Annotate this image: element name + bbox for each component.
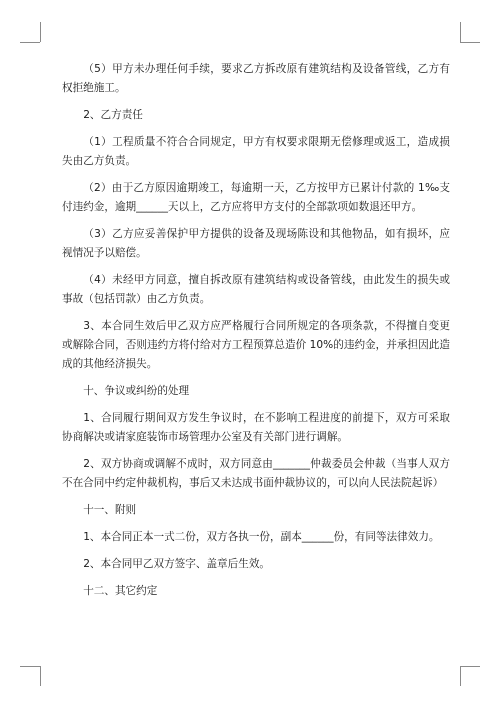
crop-mark-top-right-h <box>460 42 480 43</box>
section-heading: 2、乙方责任 <box>83 109 143 121</box>
crop-mark-top-left-h <box>20 42 40 43</box>
crop-mark-bottom-left-h <box>20 666 40 667</box>
crop-mark-bottom-left-v <box>40 666 41 686</box>
document-body <box>62 60 450 609</box>
paragraph: 2、双方协商或调解不成时，双方同意由_______仲裁委员会仲裁（当事人双方不在合同中约定仲裁机构，事后又未达成书面仲裁协议的，可以向人民法院起诉） <box>62 458 450 489</box>
paragraph: 2、本合同甲乙双方签字、盖章后生效。 <box>83 558 271 570</box>
paragraph: （4）未经甲方同意，擅自拆改原有建筑结构或设备管线，由此发生的损失或事故（包括罚款）由乙方负责。 <box>62 274 450 305</box>
paragraph: （5）甲方未办理任何手续，要求乙方拆改原有建筑结构及设备管线，乙方有权拒绝施工。 <box>62 63 450 94</box>
section-heading: 十、争议或纠纷的处理 <box>83 385 190 397</box>
paragraph: （2）由于乙方原因逾期竣工，每逾期一天，乙方按甲方已累计付款的 1‰支付违约金，逾期______天以上，乙方应将甲方支付的全部款项如数退还甲方。 <box>62 182 450 213</box>
paragraph: 1、合同履行期间双方发生争议时，在不影响工程进度的前提下，双方可采取协商解决或请家庭装饰市场管理办公室及有关部门进行调解。 <box>62 412 450 443</box>
crop-mark-top-right-v <box>460 22 461 42</box>
crop-mark-bottom-right-v <box>460 666 461 686</box>
paragraph: 3、本合同生效后甲乙双方应严格履行合同所规定的各项条款，不得擅自变更或解除合同，否则违约方将付给对方工程预算总造价 10%的违约金，并承担因此造成的其他经济损失。 <box>62 320 450 370</box>
section-heading: 十一、附则 <box>83 504 137 516</box>
paragraph: 1、本合同正本一式二份，双方各执一份，副本______份，有同等法律效力。 <box>83 531 440 543</box>
crop-mark-bottom-right-h <box>460 666 480 667</box>
section-heading: 十二、其它约定 <box>83 585 158 597</box>
crop-mark-top-left-v <box>40 22 41 42</box>
paragraph: （3）乙方应妥善保护甲方提供的设备及现场陈设和其他物品，如有损坏，应视情况予以赔偿。 <box>62 228 450 259</box>
paragraph: （1）工程质量不符合合同规定，甲方有权要求限期无偿修理或返工，造成损失由乙方负责。 <box>62 136 450 167</box>
